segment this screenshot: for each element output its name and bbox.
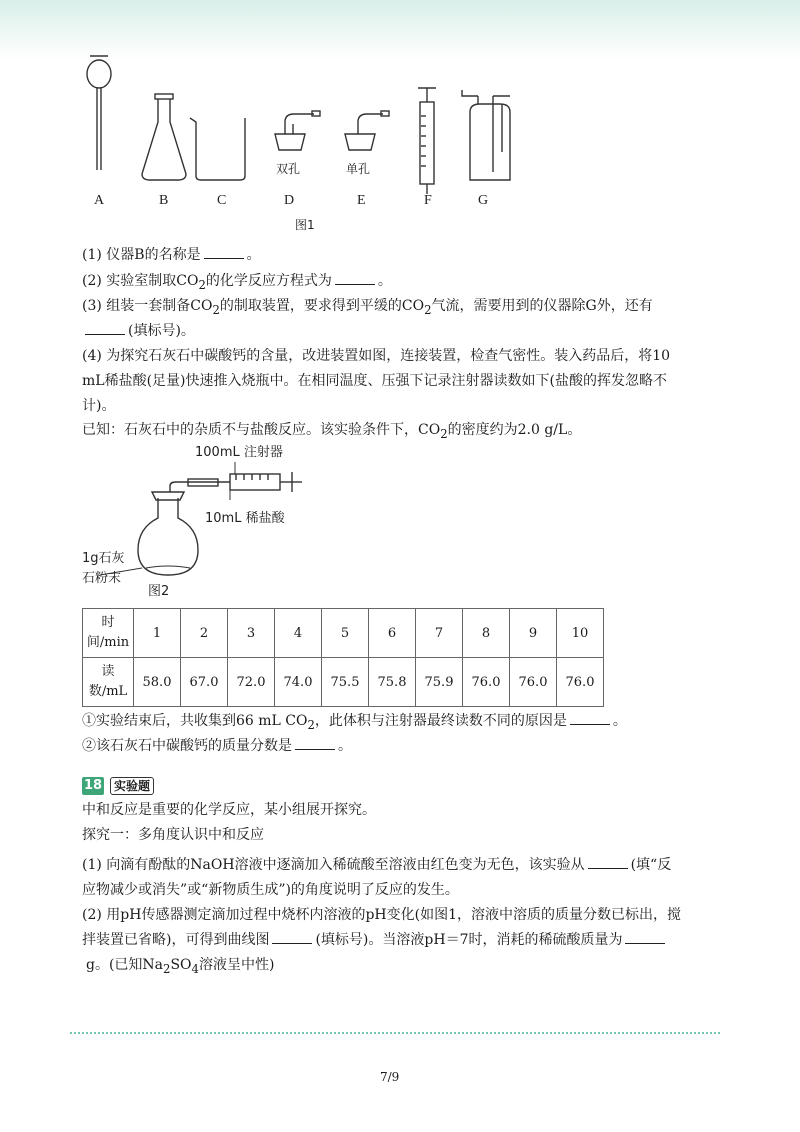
table-cell: 1 [134, 609, 181, 658]
powder-label-1: 1g石灰 [82, 551, 125, 566]
q18-part2-line3: g。(已知$Na_2SO_4$溶液呈中性) [86, 957, 275, 976]
question-2: (2) 实验室制取$CO_2$的化学反应方程式为 。 [82, 273, 392, 292]
thistle-funnel-icon [87, 56, 111, 170]
question-4-line-3: 计)。 [82, 398, 116, 414]
q18-p2-text-c: 溶液呈中性) [198, 957, 275, 973]
figure-2-caption: 图2 [148, 584, 170, 599]
q3-text-a: (3) 组装一套制备CO [82, 298, 213, 314]
q18-part1-line2: 应物减少或消失”或“新物质生成”)的角度说明了反应的发生。 [82, 882, 459, 898]
q2-text: (2) 实验室制取CO [82, 273, 199, 289]
known-text: 已知：石灰石中的杂质不与盐酸反应。该实验条件下，CO [82, 422, 441, 438]
answer-blank[interactable] [570, 712, 610, 725]
q18-p2-text: 拌装置已省略)，可得到曲线图 [82, 932, 270, 948]
sub2-end: 。 [338, 738, 352, 754]
reading-table [82, 608, 604, 707]
table-cell: 74.0 [275, 658, 322, 707]
label-g: G [478, 193, 489, 208]
connecting-tube-icon [170, 479, 230, 492]
question-4-line-2: mL稀盐酸(足量)快速推入烧瓶中。在相同温度、压强下记录注射器读数如下(盐酸的挥发忽略不 [82, 373, 667, 389]
table-cell: 67.0 [181, 658, 228, 707]
table-cell: 75.5 [322, 658, 369, 707]
answer-blank[interactable] [204, 246, 244, 259]
powder-label-2: 石粉末 [82, 571, 122, 586]
question-4-line-1: (4) 为探究石灰石中碳酸钙的含量，改进装置如图，连接装置，检查气密性。装入药品后，将10 [82, 348, 671, 364]
q18-p1-end: (填“反 [630, 857, 672, 873]
q18-part2-line1: (2) 用pH传感器测定滴加过程中烧杯内溶液的pH变化(如图1，溶液中溶质的质量分数已标出，搅 [82, 907, 681, 923]
q3-text-c: 气流，需要用到的仪器除G外，还有 [431, 298, 653, 314]
single-hole-note: 单孔 [346, 162, 371, 176]
q18-p2-text-b: SO [170, 957, 192, 973]
footer-divider [70, 1032, 720, 1034]
header-band [0, 0, 800, 60]
answer-blank[interactable] [335, 272, 375, 285]
sub1-dot: 。 [612, 713, 627, 729]
q2-end: 。 [377, 273, 392, 289]
question-number-badge: 18 [83, 778, 103, 793]
question-3-line-2 [82, 321, 195, 341]
table-cell: 2 [181, 609, 228, 658]
round-flask-icon [138, 492, 198, 575]
label-d: D [284, 193, 295, 208]
label-b: B [159, 193, 169, 208]
table-cell: 76.0 [463, 658, 510, 707]
table-cell: 75.8 [369, 658, 416, 707]
label-a: A [94, 193, 105, 208]
sub1-text: ①实验结束后，共收集到66 mL CO [82, 713, 308, 729]
gas-bottle-icon [462, 90, 510, 180]
table-row [83, 658, 604, 707]
table-cell: 9 [510, 609, 557, 658]
label-e: E [357, 193, 366, 208]
label-c: C [217, 193, 227, 208]
figure-1-apparatus [80, 52, 520, 237]
syringe-icon [230, 472, 302, 492]
q18-part1-line1 [82, 855, 671, 875]
single-hole-stopper-icon [345, 111, 389, 150]
table-row [83, 609, 604, 658]
figure-2-setup [80, 440, 320, 600]
sub-question-2 [82, 736, 352, 756]
q18-p2-mid: (填标号)。当溶液pH＝7时，消耗的稀硫酸质量为 [315, 932, 623, 948]
q1-text: (1) 仪器B的名称是 [82, 247, 201, 263]
answer-blank[interactable] [272, 931, 312, 944]
q18-inquiry: 探究一：多角度认识中和反应 [82, 827, 264, 843]
table-cell: 6 [369, 609, 416, 658]
question-1 [82, 245, 261, 265]
reading-header: 读 数/mL [83, 658, 134, 707]
answer-blank[interactable] [85, 322, 125, 335]
table-cell: 7 [416, 609, 463, 658]
page-number: 7/9 [380, 1070, 400, 1084]
syringe-label: 100mL 注射器 [195, 445, 283, 460]
table-cell: 58.0 [134, 658, 181, 707]
known-end: 的密度约为2.0 g/L。 [447, 422, 582, 438]
table-cell: 3 [228, 609, 275, 658]
table-cell: 4 [275, 609, 322, 658]
label-f: F [424, 193, 432, 208]
q3-text-b: 的制取装置，要求得到平缓的CO [219, 298, 425, 314]
conical-flask-icon [142, 94, 186, 180]
table-cell: 76.0 [557, 658, 604, 707]
q18-p2-text-a: g。(已知Na [86, 957, 164, 973]
table-cell: 72.0 [228, 658, 275, 707]
q3-end: (填标号)。 [128, 323, 195, 339]
syringe-icon [418, 88, 436, 194]
q2-mid: 的化学反应方程式为 [205, 273, 332, 289]
table-cell: 5 [322, 609, 369, 658]
sub-question-1: ①实验结束后，共收集到66 mL $CO_2$，此体积与注射器最终读数不同的原因是 。 [82, 713, 627, 732]
table-cell: 8 [463, 609, 510, 658]
answer-blank[interactable] [625, 931, 665, 944]
double-hole-note: 双孔 [276, 162, 301, 176]
table-cell: 10 [557, 609, 604, 658]
q18-p1-text: (1) 向滴有酚酞的NaOH溶液中逐滴加入稀硫酸至溶液由红色变为无色，该实验从 [82, 857, 585, 873]
answer-blank[interactable] [295, 737, 335, 750]
acid-label: 10mL 稀盐酸 [205, 511, 285, 526]
answer-blank[interactable] [588, 856, 628, 869]
q18-part2-line2 [82, 930, 668, 950]
sub1-end: ，此体积与注射器最终读数不同的原因是 [314, 713, 567, 729]
table-cell: 76.0 [510, 658, 557, 707]
beaker-icon [190, 118, 245, 180]
figure-1-caption: 图1 [295, 218, 315, 232]
q1-end: 。 [246, 247, 261, 263]
question-3-line-1: (3) 组装一套制备$CO_2$的制取装置，要求得到平缓的$CO_2$气流，需要用到的仪器除G外，还有 [82, 298, 653, 317]
double-hole-stopper-icon [275, 111, 320, 150]
time-header: 时 间/min [83, 609, 134, 658]
sub2-text: ②该石灰石中碳酸钙的质量分数是 [82, 738, 292, 754]
table-cell: 75.9 [416, 658, 463, 707]
known-condition: 已知：石灰石中的杂质不与盐酸反应。该实验条件下，$CO_2$的密度约为2.0 g/L。 [82, 422, 582, 441]
question-type-tag: 实验题 [110, 777, 154, 795]
q18-intro: 中和反应是重要的化学反应，某小组展开探究。 [82, 802, 376, 818]
